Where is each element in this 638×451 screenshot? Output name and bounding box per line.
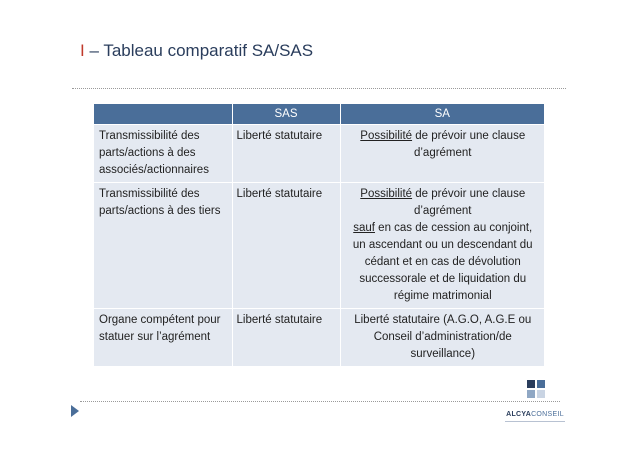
row2-sa-text: de prévoir une clause d’agrément [412,188,526,217]
row2-sa-cell [340,183,544,309]
row2-sa-underlined: Possibilité [360,188,413,200]
header-sa: SA [340,104,544,125]
logo-underline [505,421,565,422]
company-logo [502,379,568,429]
row3-criterion: Organe compétent pour statuer sur l’agrément [94,309,232,367]
title-separator: – [84,41,104,60]
table-row [94,125,544,183]
header-empty [94,104,232,125]
table-header-row [94,104,544,125]
comparison-table [94,104,544,366]
row1-sas-cell: Liberté statutaire [232,125,340,183]
row1-sa-cell [340,125,544,183]
logo-wordmark [502,411,568,418]
bottom-dotted-divider [80,401,560,402]
logo-name-light: CONSEIL [531,411,564,418]
row3-sa-cell: Liberté statutaire (A.G.O, A.G.E ou Conseil d’administration/de surveillance) [340,309,544,367]
row1-criterion: Transmissibilité des parts/actions à des associés/actionnaires [94,125,232,183]
table-row [94,183,544,309]
grid-squares-icon [526,379,546,403]
table-row [94,309,544,367]
logo-name-bold: ALCYA [506,411,532,418]
row3-sas-cell: Liberté statutaire [232,309,340,367]
row1-sa-underlined: Possibilité [360,130,413,142]
row1-sa-text: de prévoir une clause d’agrément [412,130,526,159]
title-text: Tableau comparatif SA/SAS [103,41,314,60]
row2-sa-underlined-exception: sauf [353,222,375,234]
triangle-right-icon [71,405,79,417]
row2-criterion: Transmissibilité des parts/actions à des tiers [94,183,232,309]
header-sas: SAS [232,104,340,125]
row2-sa-exception-text: en cas de cession au conjoint, un ascendant ou un descendant du cédant et en cas de dévolution successorale et de liquidation du régime matrimonial [352,222,533,302]
title-roman-numeral: I [80,41,85,60]
row2-sas-cell: Liberté statutaire [232,183,340,309]
top-dotted-divider [72,88,566,89]
slide-title [80,41,313,61]
